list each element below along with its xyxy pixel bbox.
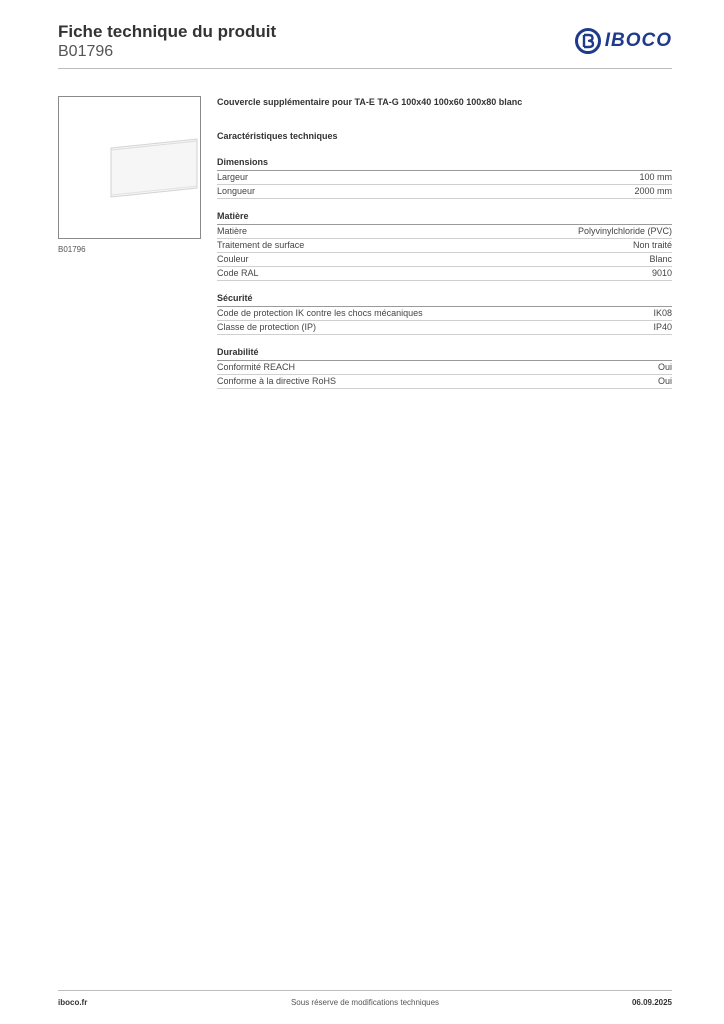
section-title: Sécurité xyxy=(217,293,672,307)
spec-row xyxy=(217,375,672,389)
section-title: Matière xyxy=(217,211,672,225)
spec-value: Oui xyxy=(657,376,672,386)
spec-label: Traitement de surface xyxy=(217,240,305,250)
spec-row xyxy=(217,171,672,185)
spec-label: Conforme à la directive RoHS xyxy=(217,376,337,386)
page-title: Fiche technique du produit xyxy=(58,22,277,41)
spec-row xyxy=(217,185,672,199)
spec-section xyxy=(217,347,672,389)
spec-section xyxy=(217,293,672,335)
spec-value: Blanc xyxy=(649,254,672,264)
spec-row xyxy=(217,239,672,253)
spec-label: Matière xyxy=(217,226,248,236)
spec-content xyxy=(217,97,672,401)
spec-row xyxy=(217,267,672,281)
spec-value: Oui xyxy=(657,362,672,372)
section-title: Durabilité xyxy=(217,347,672,361)
spec-sections xyxy=(217,157,672,389)
product-description: Couvercle supplémentaire pour TA-E TA-G 100x40 100x60 100x80 blanc xyxy=(217,97,523,107)
spec-label: Conformité REACH xyxy=(217,362,296,372)
spec-label: Longueur xyxy=(217,186,256,196)
section-title: Dimensions xyxy=(217,157,672,171)
spec-value: Polyvinylchloride (PVC) xyxy=(577,226,672,236)
product-code: B01796 xyxy=(58,43,114,60)
footer-website: iboco.fr xyxy=(58,998,88,1007)
footer-date: 06.09.2025 xyxy=(631,998,672,1007)
spec-label: Code de protection IK contre les chocs mécaniques xyxy=(217,308,423,318)
spec-label: Classe de protection (IP) xyxy=(217,322,317,332)
page-header xyxy=(58,22,276,62)
spec-value: 9010 xyxy=(651,268,672,278)
spec-value: 2000 mm xyxy=(634,186,672,196)
spec-row xyxy=(217,361,672,375)
footer-disclaimer: Sous réserve de modifications techniques xyxy=(290,998,440,1007)
footer-divider xyxy=(58,990,672,991)
spec-label: Code RAL xyxy=(217,268,259,278)
spec-row xyxy=(217,307,672,321)
spec-label: Largeur xyxy=(217,172,249,182)
spec-value: IP40 xyxy=(653,322,672,332)
spec-label: Couleur xyxy=(217,254,249,264)
logo-text: IBOCO xyxy=(604,30,672,51)
header-divider xyxy=(58,68,672,69)
spec-value: 100 mm xyxy=(639,172,672,182)
spec-value: Non traité xyxy=(632,240,672,250)
spec-heading: Caractéristiques techniques xyxy=(217,131,338,141)
product-image-frame xyxy=(58,96,201,239)
spec-value: IK08 xyxy=(653,308,672,318)
cover-strip-image xyxy=(59,97,200,238)
brand-logo xyxy=(575,28,672,54)
spec-row xyxy=(217,225,672,239)
spec-row xyxy=(217,253,672,267)
product-image-caption: B01796 xyxy=(58,245,86,254)
spec-row xyxy=(217,321,672,335)
spec-section xyxy=(217,211,672,281)
iboco-logo-icon xyxy=(575,28,601,54)
spec-section xyxy=(217,157,672,199)
